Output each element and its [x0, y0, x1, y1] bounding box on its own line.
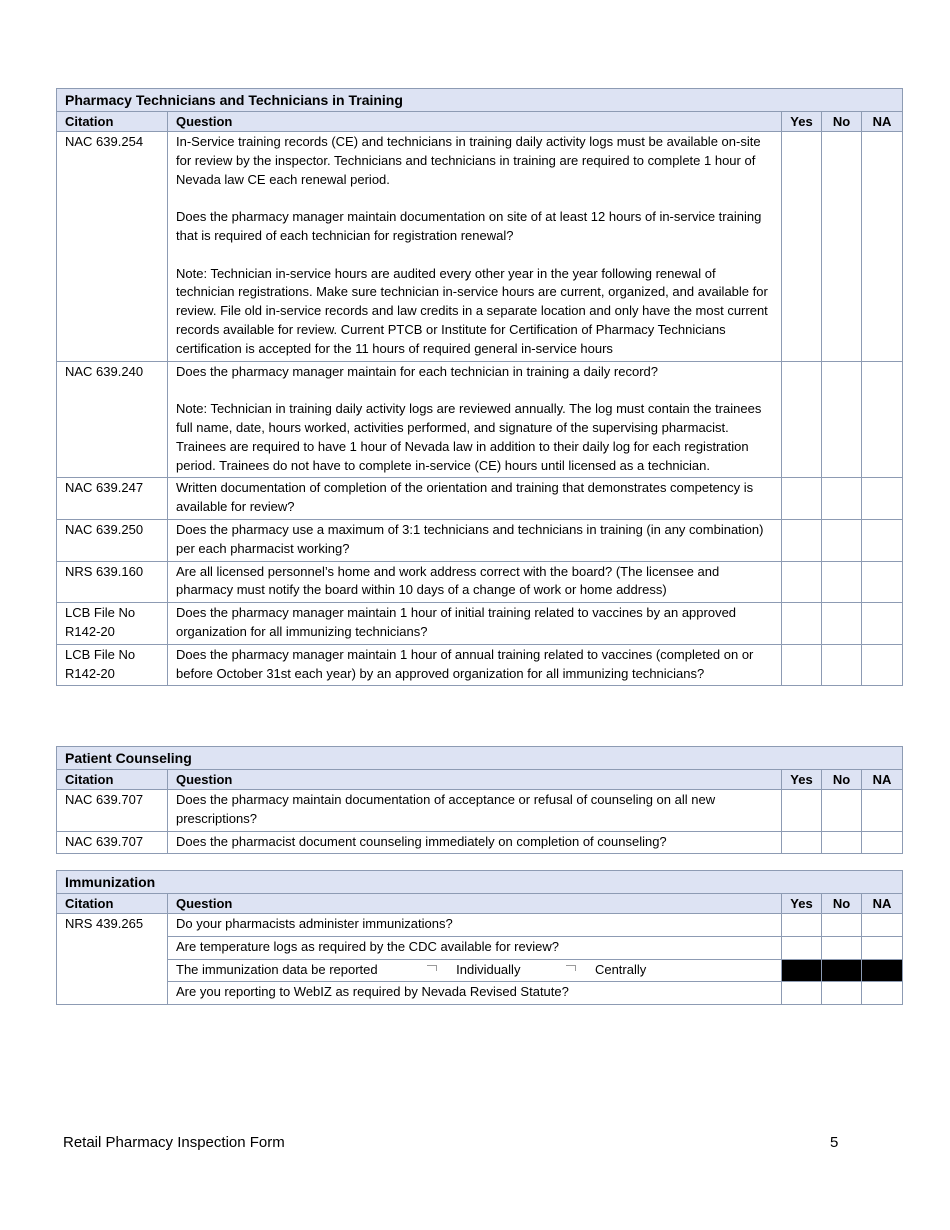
na-checkbox[interactable] [862, 132, 903, 362]
no-checkbox[interactable] [822, 132, 862, 362]
table-row [57, 603, 903, 645]
citation-cell: LCB File No R142-20 [57, 603, 168, 645]
question-cell [168, 790, 782, 832]
table-row [57, 914, 903, 937]
footer-title: Retail Pharmacy Inspection Form [63, 1134, 285, 1151]
citation-cell: NAC 639.707 [57, 790, 168, 832]
table-row [57, 936, 903, 959]
table-row [57, 959, 903, 982]
section-title: Pharmacy Technicians and Technicians in Training [57, 89, 903, 112]
question-cell [168, 603, 782, 645]
table-row [57, 478, 903, 520]
table-row [57, 982, 903, 1005]
question-cell [168, 478, 782, 520]
table-row [57, 132, 903, 362]
yes-header: Yes [782, 112, 822, 132]
citation-header: Citation [57, 112, 168, 132]
no-checkbox[interactable] [822, 361, 862, 478]
counseling-table [56, 746, 903, 854]
na-checkbox[interactable] [862, 644, 903, 686]
question-paragraph: Are all licensed personnel’s home and work address correct with the board? (The licensee and pharmacy must notify the board within 10 days of a change of work or home address) [176, 563, 720, 598]
question-paragraph: In-Service training records (CE) and technicians in training daily activity logs must be available on-site for review by the inspector. Technicians and technicians in training are required to complete 1 hour of Nevada law CE each renewal period. [176, 134, 761, 187]
na-checkbox[interactable] [862, 936, 903, 959]
section-title: Immunization [57, 871, 903, 894]
no-checkbox[interactable] [822, 914, 862, 937]
citation-cell: NAC 639.254 [57, 132, 168, 362]
question-cell [168, 831, 782, 854]
individually-checkbox[interactable] [427, 965, 437, 971]
blacked-out-cell [862, 959, 903, 982]
question-cell [168, 561, 782, 603]
yes-checkbox[interactable] [782, 790, 822, 832]
no-checkbox[interactable] [822, 982, 862, 1005]
question-cell: Are you reporting to WebIZ as required by Nevada Revised Statute? [168, 982, 782, 1005]
yes-checkbox[interactable] [782, 519, 822, 561]
yes-header: Yes [782, 770, 822, 790]
no-checkbox[interactable] [822, 478, 862, 520]
na-header: NA [862, 112, 903, 132]
centrally-label: Centrally [594, 961, 647, 977]
question-paragraph: Does the pharmacy manager maintain for each technician in training a daily record? [176, 363, 658, 379]
question-paragraph: Does the pharmacy use a maximum of 3:1 technicians and technicians in training (in any combination) per each pharmacist working? [176, 521, 764, 556]
no-checkbox[interactable] [822, 519, 862, 561]
table-row [57, 831, 903, 854]
na-checkbox[interactable] [862, 831, 903, 854]
table-row [57, 361, 903, 478]
citation-header: Citation [57, 894, 168, 914]
question-paragraph: Does the pharmacy manager maintain documentation on site of at least 12 hours of in-service training that is required of each technician for registration renewal? [176, 209, 762, 243]
yes-checkbox[interactable] [782, 132, 822, 362]
citation-cell: NRS 639.160 [57, 561, 168, 603]
no-checkbox[interactable] [822, 603, 862, 645]
centrally-checkbox[interactable] [566, 965, 576, 971]
question-cell [168, 361, 782, 478]
citation-cell: NAC 639.707 [57, 831, 168, 854]
page-number: 5 [830, 1134, 839, 1151]
yes-header: Yes [782, 894, 822, 914]
question-cell [168, 519, 782, 561]
no-checkbox[interactable] [822, 936, 862, 959]
blacked-out-cell [822, 959, 862, 982]
question-header: Question [168, 112, 782, 132]
question-cell: Do your pharmacists administer immunizations? [168, 914, 782, 937]
question-header: Question [168, 770, 782, 790]
na-checkbox[interactable] [862, 519, 903, 561]
question-paragraph: Note: Technician in-service hours are audited every other year in the year following renewal of technician registrations. Make sure technician in-service hours are current, organized, and available for review. File old in-service records and law credits in a separate location and only have the most current records available for review. Current PTCB or Institute for Certification of Pharmacy Technicians certification is accepted for the 11 hours of required general in-service hours [176, 265, 768, 356]
yes-checkbox[interactable] [782, 478, 822, 520]
no-checkbox[interactable] [822, 644, 862, 686]
technicians-table [56, 88, 903, 686]
question-paragraph: Does the pharmacy manager maintain 1 hour of initial training related to vaccines by an approved organization for all immunizing technicians? [176, 605, 737, 639]
na-checkbox[interactable] [862, 603, 903, 645]
reporting-label: The immunization data be reported [176, 961, 378, 977]
citation-cell: NAC 639.247 [57, 478, 168, 520]
citation-cell: NRS 439.265 [57, 914, 168, 1005]
question-cell [168, 644, 782, 686]
table-row [57, 561, 903, 603]
yes-checkbox[interactable] [782, 561, 822, 603]
section-title: Patient Counseling [57, 747, 903, 770]
yes-checkbox[interactable] [782, 831, 822, 854]
no-checkbox[interactable] [822, 831, 862, 854]
table-row [57, 519, 903, 561]
no-checkbox[interactable] [822, 790, 862, 832]
question-cell [168, 132, 782, 362]
no-checkbox[interactable] [822, 561, 862, 603]
table-row [57, 644, 903, 686]
na-checkbox[interactable] [862, 790, 903, 832]
citation-header: Citation [57, 770, 168, 790]
question-paragraph: Does the pharmacist document counseling immediately on completion of counseling? [176, 833, 667, 849]
question-paragraph: Written documentation of completion of the orientation and training that demonstrates competency is available for review? [176, 480, 754, 515]
question-cell: Are temperature logs as required by the CDC available for review? [168, 936, 782, 959]
na-checkbox[interactable] [862, 914, 903, 937]
individually-label: Individually [456, 961, 521, 977]
blacked-out-cell [782, 959, 822, 982]
na-checkbox[interactable] [862, 478, 903, 520]
question-paragraph: Note: Technician in training daily activity logs are reviewed annually. The log must contain the trainees full name, date, hours worked, activities performed, and signature of the supervising pharmacist. Trainees are required to have 1 hour of Nevada law in addition to their daily log for each registration period. Trainees do not have to complete in-service (CE) hours until licensed as a technician. [176, 401, 762, 473]
citation-cell: LCB File No R142-20 [57, 644, 168, 686]
yes-checkbox[interactable] [782, 361, 822, 478]
yes-checkbox[interactable] [782, 914, 822, 937]
no-header: No [822, 894, 862, 914]
no-header: No [822, 770, 862, 790]
na-checkbox[interactable] [862, 561, 903, 603]
na-header: NA [862, 894, 903, 914]
na-checkbox[interactable] [862, 361, 903, 478]
na-header: NA [862, 770, 903, 790]
question-header: Question [168, 894, 782, 914]
yes-checkbox[interactable] [782, 603, 822, 645]
no-header: No [822, 112, 862, 132]
yes-checkbox[interactable] [782, 936, 822, 959]
yes-checkbox[interactable] [782, 982, 822, 1005]
question-cell [168, 959, 782, 982]
citation-cell: NAC 639.240 [57, 361, 168, 478]
table-row [57, 790, 903, 832]
question-paragraph: Does the pharmacy maintain documentation of acceptance or refusal of counseling on all new prescriptions? [176, 792, 716, 826]
question-paragraph: Does the pharmacy manager maintain 1 hour of annual training related to vaccines (completed on or before October 31st each year) by an approved organization for all immunizing technicians? [176, 646, 754, 681]
immunization-table [56, 870, 903, 1005]
na-checkbox[interactable] [862, 982, 903, 1005]
yes-checkbox[interactable] [782, 644, 822, 686]
citation-cell: NAC 639.250 [57, 519, 168, 561]
